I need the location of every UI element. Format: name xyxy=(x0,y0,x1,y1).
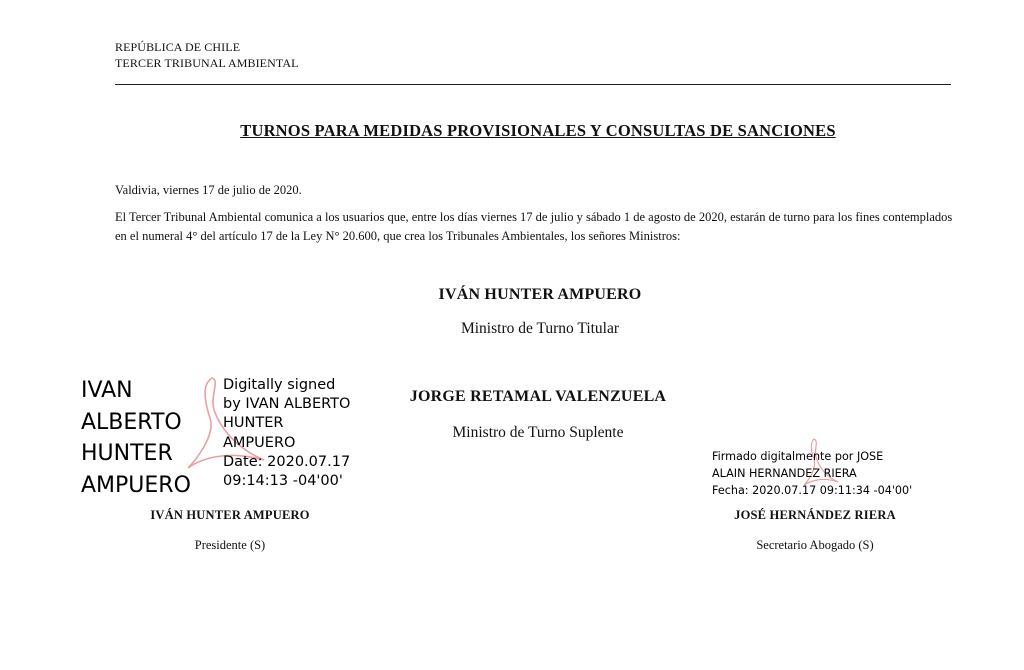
minister-suplente-role: Ministro de Turno Suplente xyxy=(452,424,624,441)
document-title: TURNOS PARA MEDIDAS PROVISIONALES Y CONSULTAS DE SANCIONES xyxy=(240,121,836,140)
signer-left-name: IVÁN HUNTER AMPUERO xyxy=(150,508,310,522)
signature-left-detail: Date: 2020.07.17 xyxy=(223,453,351,470)
signature-right-detail: ALAIN HERNANDEZ RIERA xyxy=(712,467,857,480)
signature-left-details xyxy=(223,376,350,491)
signer-right-name: JOSÉ HERNÁNDEZ RIERA xyxy=(734,508,896,522)
signature-left-detail: 09:14:13 -04'00' xyxy=(223,473,343,490)
signature-right-details xyxy=(712,448,912,499)
signer-right-role: Secretario Abogado (S) xyxy=(756,538,874,552)
signature-left-line: IVAN xyxy=(81,378,133,403)
minister-suplente-name: JORGE RETAMAL VALENZUELA xyxy=(409,388,667,405)
signature-left-detail: Digitally signed xyxy=(223,377,336,393)
signature-right-detail: Firmado digitalmente por JOSE xyxy=(712,450,884,463)
signature-left-detail: HUNTER xyxy=(223,415,284,432)
signature-right-detail: Fecha: 2020.07.17 09:11:34 -04'00' xyxy=(712,484,913,497)
minister-titular-role: Ministro de Turno Titular xyxy=(460,320,620,337)
signature-left-detail: by IVAN ALBERTO xyxy=(223,396,351,413)
signature-left-name-block xyxy=(81,375,191,501)
signer-left-role: Presidente (S) xyxy=(194,538,266,552)
body-paragraph: El Tercer Tribunal Ambiental comunica a los usuarios que, entre los días viernes 17 de julio y sábado 1 de agosto de 2020, estarán de turno para los fines contemplados en el numeral 4° del artículo 17 de la Ley N° 20.600, que crea los Tribunales Ambientales, los señores Ministros: xyxy=(115,210,953,243)
header-tribunal: TERCER TRIBUNAL AMBIENTAL xyxy=(115,56,299,70)
header-republica: REPÚBLICA DE CHILE xyxy=(115,40,241,54)
signature-left-line: ALBERTO xyxy=(81,409,182,435)
signature-left-detail: AMPUERO xyxy=(223,434,296,451)
signature-left-line: AMPUERO xyxy=(81,472,191,498)
minister-titular-name: IVÁN HUNTER AMPUERO xyxy=(438,286,642,303)
signature-left-line: HUNTER xyxy=(81,441,173,466)
header-divider xyxy=(115,84,951,85)
date-line: Valdivia, viernes 17 de julio de 2020. xyxy=(115,183,302,197)
